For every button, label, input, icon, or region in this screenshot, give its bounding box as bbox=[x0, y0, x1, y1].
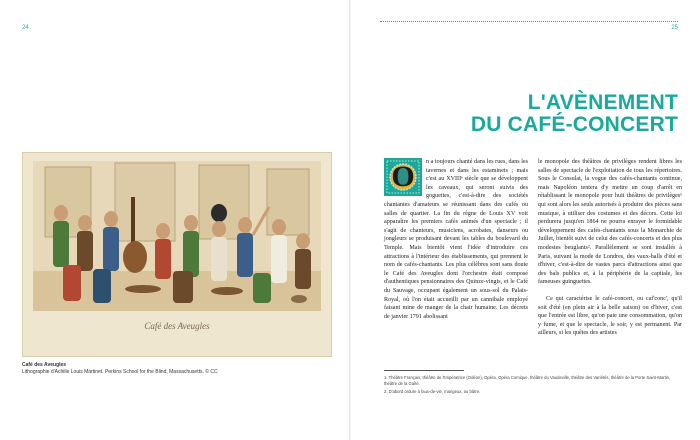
body-paragraph-1: n a toujours chanté dans les rues, dans les tavernes et dans les estaminets ; mais c'est au XVIIIᵉ siècle que se développent les caveaux, qui seront suivis des goguettes, c'est-à-dire des sociétés chantantes d'amateurs se réunissant dans des cafés ou salles de quartier. La fin du règne de Louis XV voit apparaître les premiers cafés animés d'un spectacle ; il s'agit de chanteurs, musiciens, acrobates, danseurs ou jongleurs se produisant devant les tables du boulevard du Temple. Mais bientôt vient l'idée d'introduire ces attractions à l'intérieur des établissements, qui prennent le nom de cafés-chantants. Les plus célèbres sont sans doute le Café des Aveugles dont l'orchestre était composé d'authentiques pensionnaires des Quinze-vingts, et le Café du Sauvage, occupant également un sous-sol du Palais-Royal, où l'on était accueilli par un cannibale employé faisant mine de manger de la chair humaine. Les décrets de janvier 1791 abolissant bbox=[384, 159, 528, 320]
page-number-left: 24 bbox=[22, 25, 29, 31]
caption-title: Café des Aveugles bbox=[22, 362, 67, 368]
right-page bbox=[350, 0, 700, 440]
footnotes bbox=[384, 375, 684, 397]
footnote-2: 2. D'abord ordure à faux-de-vie, mangeux, ou bâtre. bbox=[384, 389, 481, 394]
dropcap-letter: O bbox=[391, 159, 415, 193]
figure-caption bbox=[22, 362, 342, 376]
text-column-1 bbox=[384, 158, 528, 321]
body-paragraph-3: Ce qui caractérise le café-concert, ou caf'conc', qu'il soit d'été (en plein air à la belle saison) ou d'hiver, c'est que l'entrée est libre, qu'on paie une consommation, qu'on y fume, et que le spectacle, le soir, y est permanent. Par ailleurs, si les quêtes des artistes bbox=[538, 295, 682, 337]
page-number-right: 25 bbox=[671, 25, 678, 31]
chapter-title-line-1: L'AVÈNEMENT bbox=[527, 91, 678, 114]
body-paragraph-2: le monopole des théâtres de privilèges rendent libres les salles de spectacle de l'exploitation de tous les répertoires. Sous le Consulat, la vogue des cafés-chantants continue, mais Napoléon tentera d'y mettre un coup d'arrêt en rétablissant le monopole pour huit théâtres de privilèges¹ qui sont alors les seuls autorisés à produire des pièces sans musique, à utiliser des costumes et des décors. Cette loi perdurera jusqu'en 1864 ne pourra enrayer le formidable développement des cafés-chantants sous la Monarchie de Juillet, bientôt suivi de celui des cafés-concerts et des plus modestes beuglants². Parallèlement se sont installés à Paris, suivant la mode de Londres, des vaux-halls d'été et d'hiver, c'est-à-dire de vastes parcs d'attractions ainsi que des bals publics et, à la périphérie de la capitale, les fameuses guinguettes. bbox=[538, 159, 682, 286]
illustration-cafe-des-aveugles bbox=[22, 152, 332, 357]
footnote-1: 1. Théâtre Français, théâtre de l'Impératrice (Odéon), Opéra, Opéra Comique, théâtre du Vaudeville, théâtre des Variétés, théâtre de la Porte Saint-Martin, théâtre de la Gaîté. bbox=[384, 375, 671, 386]
chapter-title bbox=[471, 92, 678, 136]
caption-text: Lithographie d'Achille Louis Martinet. Perkins School for the Blind, Massachusetts. © CC bbox=[22, 369, 218, 375]
dropcap bbox=[384, 158, 422, 196]
text-column-2 bbox=[538, 158, 682, 338]
chapter-title-line-2: DU CAFÉ-CONCERT bbox=[470, 113, 678, 136]
illustration-inscription: Café des Aveugles bbox=[144, 321, 210, 331]
footnote-rule bbox=[384, 370, 464, 371]
header-rule bbox=[380, 21, 678, 22]
